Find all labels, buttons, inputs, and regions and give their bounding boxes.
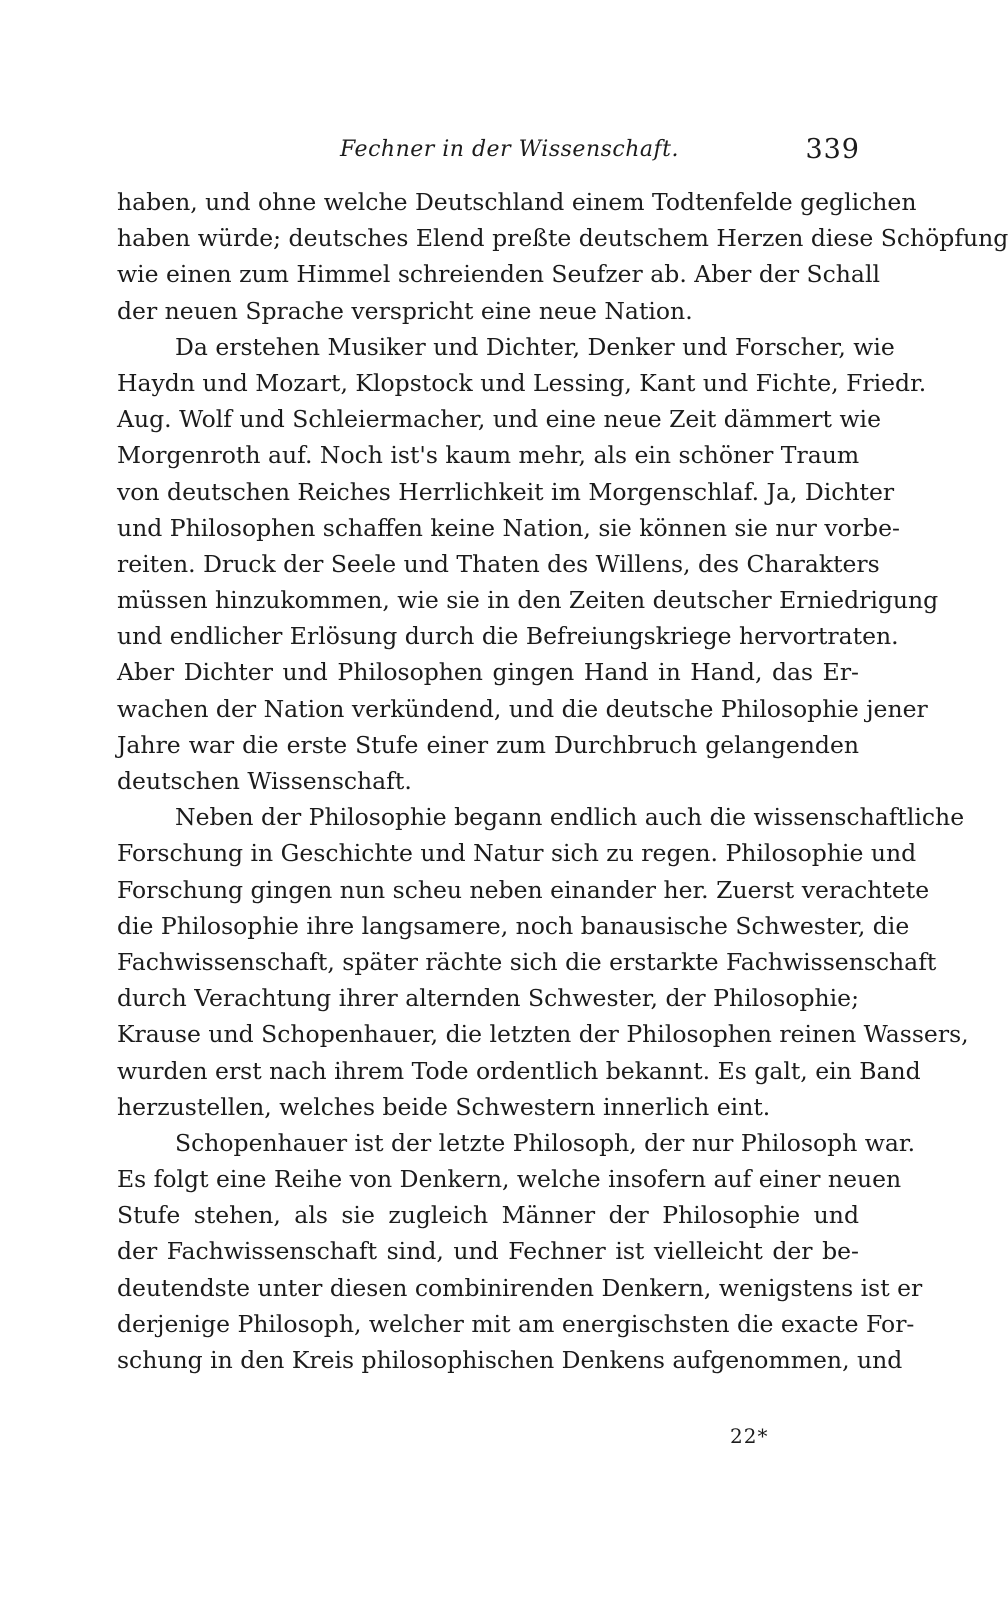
text-line: Jahre war die erste Stufe einer zum Durchbruch gelangenden — [117, 730, 859, 759]
text-line: Aber Dichter und Philosophen gingen Hand in Hand, das Er- — [117, 658, 859, 687]
text-line: von deutschen Reiches Herrlichkeit im Morgenschlaf. Ja, Dichter — [117, 477, 895, 506]
running-head — [340, 134, 860, 171]
text-line: reiten. Druck der Seele und Thaten des Willens, des Charakters — [117, 549, 880, 578]
text-line: Haydn und Mozart, Klopstock und Lessing, Kant und Fichte, Friedr. — [117, 368, 927, 397]
text-line: Forschung gingen nun scheu neben einander her. Zuerst verachtete — [117, 875, 930, 904]
signature-mark: 22* — [730, 1424, 769, 1448]
running-title: Fechner in der Wissenschaft. — [340, 137, 679, 162]
text-line: wurden erst nach ihrem Tode ordentlich bekannt. Es galt, ein Band — [117, 1056, 921, 1085]
text-line: Morgenroth auf. Noch ist's kaum mehr, als ein schöner Traum — [117, 441, 860, 470]
text-line: und Philosophen schaffen keine Nation, sie können sie nur vorbe- — [117, 513, 900, 542]
text-line: der Fachwissenschaft sind, und Fechner ist vielleicht der be- — [117, 1237, 859, 1266]
text-line: durch Verachtung ihrer alternden Schwester, der Philosophie; — [117, 984, 859, 1013]
text-line: müssen hinzukommen, wie sie in den Zeiten deutscher Erniedrigung — [117, 586, 939, 615]
text-line: Stufe stehen, als sie zugleich Männer der Philosophie und — [117, 1201, 859, 1230]
text-line: schung in den Kreis philosophischen Denkens aufgenommen, und — [117, 1346, 903, 1374]
text-line: Fachwissenschaft, später rächte sich die erstarkte Fachwissenschaft — [117, 947, 937, 976]
text-line: Schopenhauer ist der letzte Philosoph, der nur Philosoph war. — [175, 1128, 916, 1157]
body-text — [117, 184, 1008, 1378]
text-line: deutschen Wissenschaft. — [117, 767, 412, 795]
text-line: Da erstehen Musiker und Dichter, Denker und Forscher, wie — [175, 332, 895, 361]
text-line: wie einen zum Himmel schreienden Seufzer ab. Aber der Schall — [117, 260, 880, 289]
text-line: der neuen Sprache verspricht eine neue Nation. — [117, 296, 693, 325]
text-line: wachen der Nation verkündend, und die deutsche Philosophie jener — [117, 694, 928, 723]
text-line: die Philosophie ihre langsamere, noch banausische Schwester, die — [117, 911, 910, 940]
text-line: Krause und Schopenhauer, die letzten der Philosophen reinen Wassers, — [117, 1020, 969, 1049]
text-line: derjenige Philosoph, welcher mit am energischsten die exacte For- — [117, 1309, 915, 1338]
text-line: deutendste unter diesen combinirenden Denkern, wenigstens ist er — [117, 1273, 923, 1302]
text-line: Neben der Philosophie begann endlich auch die wissenschaftliche — [175, 803, 965, 832]
page-number: 339 — [805, 134, 860, 165]
text-line: Forschung in Geschichte und Natur sich zu regen. Philosophie und — [117, 839, 917, 868]
text-line: herzustellen, welches beide Schwestern innerlich eint. — [117, 1092, 771, 1121]
text-line: und endlicher Erlösung durch die Befreiungskriege hervortraten. — [117, 622, 899, 651]
text-line: haben würde; deutsches Elend preßte deutschem Herzen diese Schöpfung — [117, 224, 1008, 253]
text-line: Es folgt eine Reihe von Denkern, welche insofern auf einer neuen — [117, 1165, 902, 1194]
text-line: Aug. Wolf und Schleiermacher, und eine neue Zeit dämmert wie — [117, 405, 881, 434]
text-line: haben, und ohne welche Deutschland einem Todtenfelde geglichen — [117, 188, 917, 216]
